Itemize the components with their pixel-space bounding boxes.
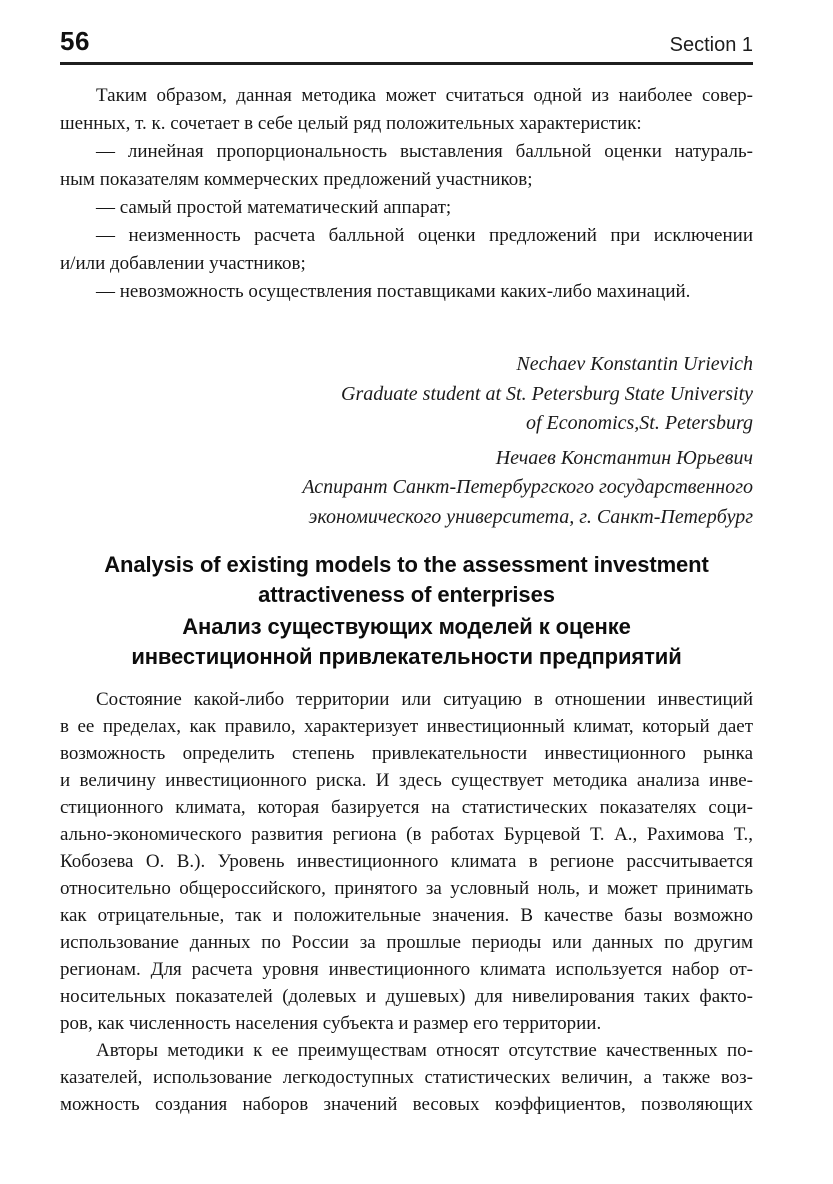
text-line: Таким образом, данная методика может считаться одной из наиболее совер-: [96, 85, 753, 106]
text-line: Analysis of existing models to the assessment investment: [104, 552, 709, 577]
paragraph: [60, 278, 753, 306]
text-line: экономического университета, г. Санкт-Петербург: [308, 505, 753, 528]
text-line: of Economics,St. Petersburg: [525, 412, 753, 434]
text-line: — неизменность расчета балльной оценки предложений при исключении: [96, 225, 753, 246]
section-label: Section 1: [669, 34, 753, 56]
text-line: Анализ существующих моделей к оценке: [182, 614, 631, 639]
text-line: можность создания наборов значений весовых коэффициентов, позволяющих: [60, 1094, 753, 1115]
text-line: казателей, использование легкодоступных статистических величин, а также воз-: [60, 1067, 753, 1088]
text-line: attractiveness of enterprises: [258, 582, 555, 607]
author-block-english: [60, 350, 753, 439]
text-line: как отрицательные, так и положительные значения. В качестве базы возможно: [60, 905, 753, 926]
paragraph: [60, 1037, 753, 1118]
paragraph: [60, 194, 753, 222]
author-block-russian: [60, 444, 753, 533]
text-line: Нечаев Константин Юрьевич: [495, 446, 753, 469]
text-line: Авторы методики к ее преимуществам относят отсутствие качественных по-: [96, 1040, 753, 1061]
text-column: [60, 0, 753, 1118]
text-line: Кобозева О. В.). Уровень инвестиционного климата в регионе рассчитывается: [60, 851, 753, 872]
body-paragraphs: [60, 686, 753, 1118]
paragraph: [60, 82, 753, 138]
text-line: и/или добавлении участников;: [60, 253, 306, 274]
text-line: ально-экономического развития региона (в работах Бурцевой Т. А., Рахимова Т.,: [60, 824, 753, 845]
text-line: Nechaev Konstantin Urievich: [516, 353, 753, 375]
text-line: носительных показателей (долевых и душевых) для нивелирования таких факто-: [60, 986, 753, 1007]
text-line: Состояние какой-либо территории или ситуацию в отношении инвестиций: [96, 689, 753, 710]
text-line: — самый простой математический аппарат;: [96, 197, 452, 218]
running-header: [60, 0, 753, 57]
article-title-english: [60, 550, 753, 610]
text-line: ров, как численность населения субъекта и размер его территории.: [60, 1013, 602, 1034]
text-line: использование данных по России за прошлые периоды или данных по другим: [60, 932, 753, 953]
paragraph: [60, 686, 753, 1037]
text-line: шенных, т. к. сочетает в себе целый ряд положительных характеристик:: [60, 113, 642, 134]
text-line: в ее пределах, как правило, характеризует инвестиционный климат, который дает: [60, 716, 753, 737]
text-line: ным показателям коммерческих предложений участников;: [60, 169, 533, 190]
text-line: инвестиционной привлекательности предприятий: [131, 644, 682, 669]
text-line: стиционного климата, которая базируется на статистических показателях соци-: [60, 797, 753, 818]
article-title-russian: [60, 612, 753, 672]
text-line: относительно общероссийского, принятого за условный ноль, и может принимать: [60, 878, 753, 899]
text-line: — линейная пропорциональность выставления балльной оценки натураль-: [96, 141, 753, 162]
text-line: и величину инвестиционного риска. И здесь существует методика анализа инве-: [60, 770, 753, 791]
text-line: — невозможность осуществления поставщиками каких-либо махинаций.: [96, 281, 691, 302]
text-line: Graduate student at St. Petersburg State University: [341, 382, 753, 405]
text-line: возможность определить степень привлекательности инвестиционного рынка: [60, 743, 753, 764]
paragraph: [60, 138, 753, 194]
paragraph: [60, 222, 753, 278]
text-line: регионам. Для расчета уровня инвестиционного климата используется набор от-: [60, 959, 753, 980]
intro-paragraphs: [60, 82, 753, 306]
page-number: 56: [60, 26, 90, 56]
header-rule: [60, 62, 753, 65]
text-line: Аспирант Санкт-Петербургского государственного: [302, 476, 753, 498]
